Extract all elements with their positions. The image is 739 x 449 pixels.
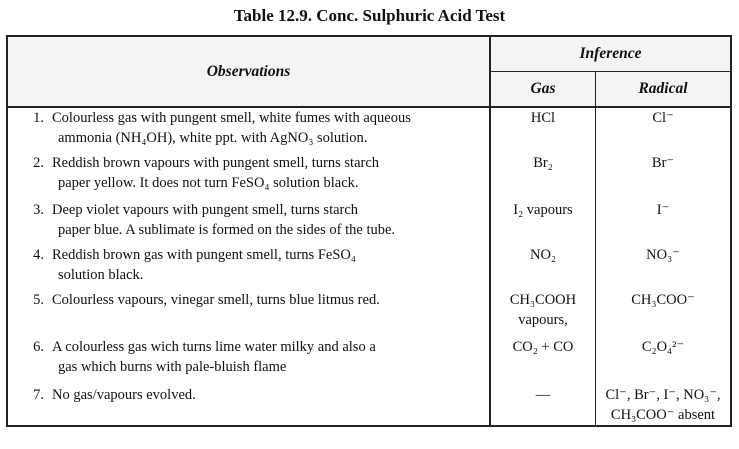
radical-cell (596, 153, 732, 200)
observation-line: gas which burns with pale-bluish flame (58, 359, 287, 375)
observation-cell (7, 337, 490, 385)
radical-line: CH₃COO⁻ absent (610, 407, 716, 423)
row-number: 6. (33, 339, 44, 355)
gas-cell (490, 153, 596, 200)
row-number: 1. (33, 110, 44, 126)
gas-line: HCl (530, 110, 556, 126)
radical-cell (596, 245, 732, 290)
radical-line: Cl⁻ (652, 110, 674, 126)
gas-line: CH₃COOH (509, 292, 577, 308)
gas-cell (490, 107, 596, 153)
radical-line: Cl⁻, Br⁻, I⁻, NO₃⁻, (605, 387, 721, 403)
header-radical: Radical (596, 72, 732, 108)
observation-line: Deep violet vapours with pungent smell, turns starch (52, 202, 359, 218)
table-row (7, 337, 731, 385)
header-gas: Gas (490, 72, 596, 108)
row-number: 4. (33, 247, 44, 263)
radical-line: CH₃COO⁻ (631, 292, 695, 308)
observation-line: Reddish brown gas with pungent smell, turns FeSO₄ (52, 247, 356, 263)
radical-cell (596, 200, 732, 245)
observation-text (52, 245, 489, 285)
radical-line: NO₃⁻ (646, 247, 680, 263)
header-observations: Observations (7, 36, 490, 107)
header-inference: Inference (490, 36, 731, 72)
gas-cell (490, 290, 596, 337)
observation-line: ammonia (NH₄OH), white ppt. with AgNO₃ solution. (58, 130, 368, 146)
radical-line: C₂O₄²⁻ (641, 339, 685, 355)
observation-text (52, 385, 489, 405)
observation-text (52, 290, 489, 310)
observation-cell (7, 385, 490, 426)
radical-line: Br⁻ (651, 155, 675, 171)
observation-cell (7, 107, 490, 153)
gas-cell (490, 245, 596, 290)
observation-text (52, 153, 489, 193)
observation-text (52, 337, 489, 377)
observation-cell (7, 245, 490, 290)
row-number: 3. (33, 202, 44, 218)
table-row (7, 385, 731, 426)
table-caption: Table 12.9. Conc. Sulphuric Acid Test (233, 6, 506, 25)
observation-cell (7, 153, 490, 200)
observation-text (52, 200, 489, 240)
observation-line: paper yellow. It does not turn FeSO₄ solution black. (58, 175, 359, 191)
gas-cell (490, 337, 596, 385)
table-row (7, 200, 731, 245)
observation-line: No gas/vapours evolved. (52, 387, 196, 403)
results-table (6, 35, 732, 427)
table-body (7, 107, 731, 426)
observation-line: Colourless vapours, vinegar smell, turns blue litmus red. (52, 292, 380, 308)
row-number: 2. (33, 155, 44, 171)
observation-text (52, 108, 489, 148)
observation-line: Colourless gas with pungent smell, white fumes with aqueous (52, 110, 411, 126)
gas-cell (490, 385, 596, 426)
gas-line: NO₂ (530, 247, 556, 263)
table-row (7, 153, 731, 200)
gas-cell (490, 200, 596, 245)
observation-line: paper blue. A sublimate is formed on the sides of the tube. (58, 222, 396, 238)
observation-line: Reddish brown vapours with pungent smell, turns starch (52, 155, 380, 171)
table-row (7, 107, 731, 153)
observation-line: A colourless gas wich turns lime water milky and also a (52, 339, 376, 355)
gas-line: Br₂ (533, 155, 553, 171)
radical-cell (596, 337, 732, 385)
radical-line: I⁻ (656, 202, 670, 218)
radical-cell (596, 385, 732, 426)
gas-line: vapours, (518, 312, 568, 328)
observation-cell (7, 290, 490, 337)
gas-line: CO₂ + CO (512, 339, 574, 355)
gas-line: — (535, 387, 551, 403)
gas-line: I₂ vapours (513, 202, 573, 218)
table-row (7, 245, 731, 290)
radical-cell (596, 290, 732, 337)
radical-cell (596, 107, 732, 153)
row-number: 7. (33, 387, 44, 403)
table-row (7, 290, 731, 337)
observation-line: solution black. (58, 267, 144, 283)
observation-cell (7, 200, 490, 245)
row-number: 5. (33, 292, 44, 308)
